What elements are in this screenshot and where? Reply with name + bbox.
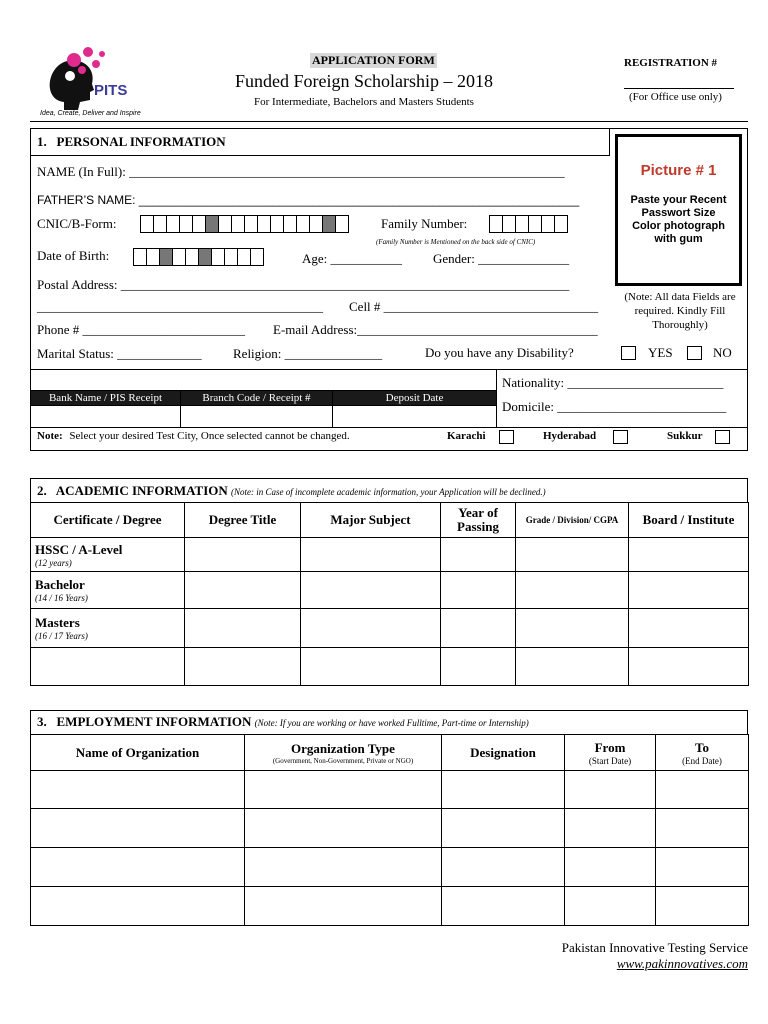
row-bachelor-sub: (14 / 16 Years) bbox=[35, 593, 88, 603]
city-hyderabad-label: Hyderabad bbox=[543, 430, 597, 442]
postal-address-line2[interactable]: ____________________________________________ bbox=[37, 299, 323, 314]
table-row bbox=[31, 609, 749, 648]
dob-boxes[interactable] bbox=[133, 248, 263, 266]
table-row bbox=[31, 538, 749, 572]
picture-title: Picture # 1 bbox=[640, 162, 717, 179]
row-masters-title: Masters bbox=[35, 615, 80, 630]
email-field[interactable]: E-mail Address:_____________________________________ bbox=[273, 322, 598, 337]
footer-url[interactable]: www.pakinnovatives.com bbox=[616, 956, 748, 971]
col-certificate: Certificate / Degree bbox=[31, 503, 185, 538]
employment-table bbox=[30, 734, 749, 926]
phone-field[interactable]: Phone # _________________________ bbox=[37, 322, 245, 337]
religion-field[interactable]: Religion: _______________ bbox=[233, 346, 383, 361]
required-note: (Note: All data Fields are required. Kindly Fill Thoroughly) bbox=[624, 291, 736, 331]
disability-label: Do you have any Disability? bbox=[425, 345, 574, 360]
office-use-note: (For Office use only) bbox=[629, 91, 722, 103]
col-from: From (Start Date) bbox=[565, 735, 656, 771]
brand-name: PITS bbox=[94, 82, 128, 99]
bank-name-header: Bank Name / PIS Receipt bbox=[31, 391, 181, 406]
city-karachi-checkbox[interactable] bbox=[499, 430, 514, 444]
table-row bbox=[31, 809, 749, 848]
age-field[interactable]: Age: ___________ bbox=[302, 251, 403, 266]
academic-table bbox=[30, 502, 749, 686]
table-row bbox=[31, 771, 749, 809]
header-divider bbox=[30, 121, 748, 122]
form-subtitle: For Intermediate, Bachelors and Masters Students bbox=[254, 96, 474, 108]
col-designation: Designation bbox=[442, 735, 565, 771]
family-number-note: (Family Number is Mentioned on the back side of CNIC) bbox=[376, 238, 536, 246]
family-number-boxes[interactable] bbox=[489, 215, 567, 233]
col-to: To (End Date) bbox=[656, 735, 749, 771]
city-karachi-label: Karachi bbox=[447, 430, 486, 442]
table-row bbox=[31, 848, 749, 887]
name-field[interactable]: NAME (In Full): ___________________________________________________________________ bbox=[37, 164, 565, 179]
personal-heading: 1. PERSONAL INFORMATION bbox=[37, 134, 226, 149]
col-grade: Grade / Division/ CGPA bbox=[516, 503, 629, 538]
col-organization: Name of Organization bbox=[31, 735, 245, 771]
academic-heading: 2. ACADEMIC INFORMATION (Note: in Case of incomplete academic information, your Application will be declined.) bbox=[37, 483, 546, 498]
row-masters-sub: (16 / 17 Years) bbox=[35, 631, 88, 641]
form-title: Funded Foreign Scholarship – 2018 bbox=[235, 71, 493, 91]
disability-no-checkbox[interactable] bbox=[687, 346, 702, 360]
dob-label: Date of Birth: bbox=[37, 248, 110, 263]
col-degree-title: Degree Title bbox=[185, 503, 301, 538]
disability-yes-label: YES bbox=[648, 345, 673, 360]
row-bachelor-title: Bachelor bbox=[35, 577, 85, 592]
postal-address-field[interactable]: Postal Address: _____________________________________________________________________ bbox=[37, 277, 570, 292]
deposit-date-header: Deposit Date bbox=[333, 391, 497, 406]
bank-table bbox=[30, 390, 497, 428]
city-sukkur-checkbox[interactable] bbox=[715, 430, 730, 444]
gender-field[interactable]: Gender: ______________ bbox=[433, 251, 570, 266]
employment-heading: 3. EMPLOYMENT INFORMATION (Note: If you are working or have worked Fulltime, Part-time or Internship) bbox=[37, 714, 529, 729]
logo bbox=[34, 40, 144, 115]
city-sukkur-label: Sukkur bbox=[667, 430, 703, 442]
branch-code-cell[interactable] bbox=[181, 406, 333, 428]
marital-status-field[interactable]: Marital Status: _____________ bbox=[37, 346, 202, 361]
nationality-field[interactable]: Nationality: ________________________ bbox=[502, 375, 724, 390]
registration-line bbox=[624, 88, 734, 89]
row-hssc-sub: (12 years) bbox=[35, 557, 72, 568]
city-hyderabad-checkbox[interactable] bbox=[613, 430, 628, 444]
registration-label: REGISTRATION # bbox=[624, 57, 718, 69]
bank-name-cell[interactable] bbox=[31, 406, 181, 428]
test-city-divider bbox=[30, 427, 748, 428]
personal-divider bbox=[30, 369, 748, 370]
col-board: Board / Institute bbox=[629, 503, 749, 538]
cnic-boxes[interactable] bbox=[140, 215, 348, 233]
col-major-subject: Major Subject bbox=[301, 503, 441, 538]
table-row bbox=[31, 648, 749, 686]
test-city-note: Note: Select your desired Test City, Once selected cannot be changed. bbox=[37, 430, 350, 442]
nationality-divider bbox=[496, 369, 497, 427]
col-org-type: Organization Type (Government, Non-Government, Private or NGO) bbox=[245, 735, 442, 771]
cell-field[interactable]: Cell # _________________________________ bbox=[349, 299, 599, 314]
disability-yes-checkbox[interactable] bbox=[621, 346, 636, 360]
picture-instructions: Paste your Recent Passwort Size Color photograph with gum bbox=[630, 194, 727, 245]
footer-org: Pakistan Innovative Testing Service bbox=[561, 940, 748, 955]
table-row bbox=[31, 572, 749, 609]
table-row bbox=[31, 887, 749, 926]
family-number-label: Family Number: bbox=[381, 216, 468, 231]
cnic-label: CNIC/B-Form: bbox=[37, 216, 117, 231]
row-hssc-title: HSSC / A-Level bbox=[35, 541, 123, 557]
col-year-passing: Year of Passing bbox=[441, 503, 516, 538]
pits-logo-icon bbox=[34, 40, 144, 115]
disability-no-label: NO bbox=[713, 345, 732, 360]
father-name-field[interactable]: FATHER’S NAME: __________________________________________________________________ bbox=[37, 193, 580, 207]
branch-code-header: Branch Code / Receipt # bbox=[181, 391, 333, 406]
domicile-field[interactable]: Domicile: __________________________ bbox=[502, 399, 727, 414]
tagline: Idea, Create, Deliver and Inspire bbox=[40, 110, 141, 117]
form-label: APPLICATION FORM bbox=[312, 53, 435, 67]
deposit-date-cell[interactable] bbox=[333, 406, 497, 428]
